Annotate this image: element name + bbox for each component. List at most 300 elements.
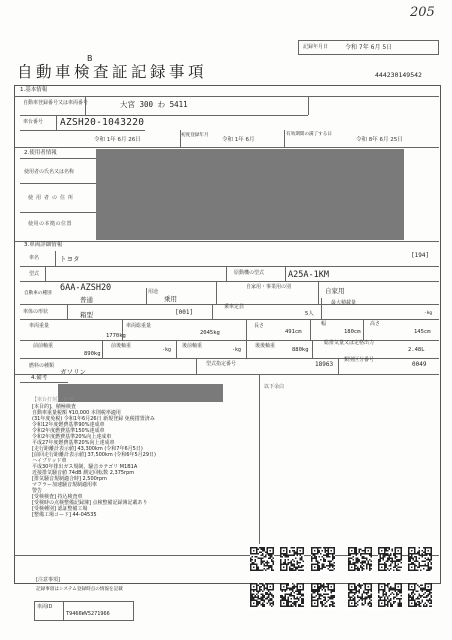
qr-module — [359, 559, 361, 561]
qr-module — [294, 601, 296, 603]
qr-module — [334, 603, 336, 605]
qr-module — [390, 555, 392, 557]
qr-module — [280, 561, 282, 563]
qr-module — [356, 586, 358, 588]
qr-module — [348, 564, 350, 566]
qr-module — [303, 594, 305, 596]
qr-module — [395, 565, 397, 567]
qr-module — [380, 564, 382, 566]
qr-module — [431, 585, 433, 587]
qr-module — [250, 588, 252, 590]
qr-module — [270, 558, 272, 560]
qr-module — [320, 586, 322, 588]
gross-weight-label: 車両総重量 — [126, 323, 152, 329]
qr-module — [348, 592, 350, 594]
qr-module — [270, 594, 272, 596]
engine-value: A25A-1KM — [288, 270, 329, 280]
qr-module — [286, 568, 288, 570]
qr-module — [357, 591, 359, 593]
qr-module — [389, 601, 391, 603]
qr-module — [389, 559, 391, 561]
qr-module — [384, 547, 386, 549]
qr-module — [369, 598, 371, 600]
qr-module — [363, 562, 365, 564]
qr-module — [286, 555, 288, 557]
qr-module — [283, 547, 285, 549]
qr-module — [265, 556, 267, 558]
fuel-label: 燃料の種類 — [29, 363, 55, 369]
qr-module — [378, 600, 380, 602]
user-base-label: 使用の本拠の位置 — [28, 221, 73, 227]
qr-module — [311, 552, 313, 554]
qr-module — [289, 595, 291, 597]
qr-module — [283, 564, 285, 566]
qr-module — [267, 589, 269, 591]
qr-module — [270, 550, 272, 552]
qr-module — [300, 550, 302, 552]
qr-module — [264, 588, 266, 590]
qr-module — [314, 564, 316, 566]
car-id-box — [34, 601, 134, 621]
qr-module — [265, 592, 267, 594]
qr-module — [316, 570, 318, 572]
qr-module — [280, 604, 282, 606]
qr-module — [283, 598, 285, 600]
qr-module — [253, 564, 255, 566]
qr-module — [301, 556, 303, 558]
qr-module — [431, 567, 433, 569]
qr-module — [395, 556, 397, 558]
qr-module — [390, 568, 392, 570]
qr-module — [354, 598, 356, 600]
qr-module — [395, 586, 397, 588]
qr-module — [354, 547, 356, 549]
qr-module — [280, 565, 282, 567]
qr-module — [285, 583, 287, 585]
qr-module — [360, 549, 362, 551]
qr-module — [396, 592, 398, 594]
qr-module — [408, 558, 410, 560]
qr-module — [378, 547, 380, 549]
qr-module — [363, 583, 365, 585]
qr-module — [423, 589, 425, 591]
qr-module — [371, 589, 373, 591]
qr-module — [268, 591, 270, 593]
qr-module — [329, 598, 331, 600]
qr-module — [362, 550, 364, 552]
qr-module — [253, 606, 255, 608]
qr-module — [368, 564, 370, 566]
qr-module — [262, 555, 264, 557]
qr-module — [369, 601, 371, 603]
qr-module — [348, 561, 350, 563]
qr-module — [332, 606, 334, 608]
qr-module — [294, 598, 296, 600]
qr-module — [395, 553, 397, 555]
qr-module — [253, 600, 255, 602]
qr-module — [311, 595, 313, 597]
qr-module — [378, 565, 380, 567]
qr-module — [363, 558, 365, 560]
qr-module — [431, 597, 433, 599]
qr-module — [252, 606, 254, 608]
qr-module — [294, 592, 296, 594]
qr-module — [389, 583, 391, 585]
qr-module — [386, 592, 388, 594]
qr-module — [408, 606, 410, 608]
qr-module — [396, 598, 398, 600]
qr-module — [271, 603, 273, 605]
qr-module — [390, 604, 392, 606]
qr-module — [422, 589, 424, 591]
qr-module — [399, 561, 401, 563]
qr-module — [294, 564, 296, 566]
qr-module — [350, 558, 352, 560]
qr-module — [258, 585, 260, 587]
qr-module — [320, 594, 322, 596]
qr-module — [417, 585, 419, 587]
qr-module — [384, 591, 386, 593]
qr-module — [253, 562, 255, 564]
qr-module — [354, 553, 356, 555]
qr-module — [317, 550, 319, 552]
qr-module — [414, 556, 416, 558]
qr-module — [313, 558, 315, 560]
qr-module — [425, 549, 427, 551]
qr-module — [320, 595, 322, 597]
qr-module — [291, 561, 293, 563]
qr-module — [317, 583, 319, 585]
qr-module — [401, 595, 403, 597]
qr-module — [368, 561, 370, 563]
qr-module — [413, 562, 415, 564]
qr-module — [283, 600, 285, 602]
qr-module — [419, 562, 421, 564]
qr-module — [285, 591, 287, 593]
qr-module — [378, 550, 380, 552]
qr-module — [362, 585, 364, 587]
maker-label: 車名 — [29, 255, 40, 261]
qr-module — [283, 567, 285, 569]
qr-module — [328, 568, 330, 570]
remark-line: [走行距離計表示値] 43,300km (令和7年6月5日) — [32, 446, 143, 452]
qr-module — [256, 589, 258, 591]
qr-module — [369, 603, 371, 605]
qr-module — [356, 588, 358, 590]
qr-module — [371, 588, 373, 590]
qr-module — [280, 586, 282, 588]
qr-module — [320, 547, 322, 549]
qr-module — [311, 585, 313, 587]
qr-module — [286, 589, 288, 591]
qr-module — [378, 597, 380, 599]
qr-module — [252, 589, 254, 591]
qr-module — [252, 547, 254, 549]
qr-module — [386, 567, 388, 569]
qr-module — [395, 589, 397, 591]
qr-module — [366, 565, 368, 567]
qr-module — [384, 555, 386, 557]
qr-module — [366, 564, 368, 566]
qr-module — [401, 562, 403, 564]
qr-module — [384, 603, 386, 605]
qr-module — [253, 586, 255, 588]
qr-module — [316, 591, 318, 593]
qr-module — [283, 553, 285, 555]
qr-module — [259, 598, 261, 600]
qr-module — [280, 562, 282, 564]
qr-module — [328, 553, 330, 555]
qr-module — [392, 559, 394, 561]
qr-module — [328, 547, 330, 549]
qr-module — [256, 564, 258, 566]
qr-module — [353, 547, 355, 549]
qr-code-5-icon — [378, 544, 402, 574]
qr-module — [271, 559, 273, 561]
qr-module — [334, 552, 336, 554]
qr-module — [328, 586, 330, 588]
qr-module — [401, 588, 403, 590]
qr-module — [258, 598, 260, 600]
remark-line: (31年度免税) 令和1年6月26日 新規登録 免税措置済み — [32, 416, 155, 422]
qr-module — [366, 598, 368, 600]
qr-module — [426, 565, 428, 567]
qr-module — [423, 552, 425, 554]
qr-module — [356, 559, 358, 561]
qr-module — [371, 561, 373, 563]
qr-module — [398, 564, 400, 566]
qr-module — [419, 558, 421, 560]
qr-module — [428, 591, 430, 593]
qr-module — [291, 547, 293, 549]
qr-module — [356, 591, 358, 593]
qr-module — [422, 591, 424, 593]
qr-module — [255, 547, 257, 549]
qr-module — [286, 601, 288, 603]
qr-module — [253, 603, 255, 605]
qr-module — [298, 589, 300, 591]
qr-module — [301, 553, 303, 555]
qr-module — [380, 597, 382, 599]
qr-module — [319, 588, 321, 590]
qr-module — [314, 567, 316, 569]
qr-module — [332, 595, 334, 597]
qr-module — [268, 594, 270, 596]
qr-module — [386, 553, 388, 555]
qr-module — [381, 603, 383, 605]
qr-module — [261, 552, 263, 554]
qr-module — [357, 585, 359, 587]
qr-module — [271, 568, 273, 570]
qr-module — [414, 561, 416, 563]
qr-module — [401, 558, 403, 560]
qr-module — [384, 594, 386, 596]
qr-module — [429, 583, 431, 585]
qr-module — [429, 606, 431, 608]
type-approval-label: 型式指定番号 — [206, 361, 237, 367]
qr-module — [298, 592, 300, 594]
qr-module — [387, 583, 389, 585]
qr-code-10-icon — [348, 580, 372, 610]
qr-module — [348, 583, 350, 585]
qr-module — [301, 547, 303, 549]
qr-module — [323, 564, 325, 566]
qr-module — [365, 558, 367, 560]
qr-module — [399, 601, 401, 603]
qr-module — [292, 591, 294, 593]
qr-module — [297, 597, 299, 599]
qr-module — [255, 561, 257, 563]
qr-module — [371, 606, 373, 608]
qr-module — [363, 556, 365, 558]
qr-module — [295, 586, 297, 588]
qr-module — [297, 550, 299, 552]
kind-label: 自動車の種別 — [24, 291, 52, 296]
qr-module — [387, 559, 389, 561]
qr-module — [431, 603, 433, 605]
qr-module — [300, 594, 302, 596]
qr-module — [317, 598, 319, 600]
qr-module — [410, 600, 412, 602]
qr-module — [362, 562, 364, 564]
qr-module — [428, 594, 430, 596]
remark-line: [受検検査] 持込検査車 — [32, 494, 83, 500]
qr-module — [280, 570, 282, 572]
remark-line: 令和2年度燃費基準150%達成車 — [32, 428, 105, 434]
qr-module — [286, 556, 288, 558]
qr-module — [380, 558, 382, 560]
qr-module — [325, 589, 327, 591]
qr-module — [416, 591, 418, 593]
qr-module — [366, 559, 368, 561]
qr-module — [351, 567, 353, 569]
qr-module — [253, 550, 255, 552]
qr-module — [393, 601, 395, 603]
qr-module — [414, 567, 416, 569]
qr-module — [334, 562, 336, 564]
user-name-label: 使用者の氏名又は名称 — [24, 169, 75, 175]
qr-module — [267, 594, 269, 596]
qr-module — [265, 594, 267, 596]
max-load-label: 最大積載量 — [331, 300, 357, 306]
qr-module — [351, 553, 353, 555]
qr-module — [351, 547, 353, 549]
qr-module — [261, 594, 263, 596]
qr-module — [351, 591, 353, 593]
qr-module — [256, 597, 258, 599]
qr-module — [250, 552, 252, 554]
qr-module — [389, 600, 391, 602]
qr-module — [423, 561, 425, 563]
qr-module — [387, 598, 389, 600]
qr-module — [255, 583, 257, 585]
qr-module — [300, 562, 302, 564]
width-label: 幅 — [321, 321, 327, 327]
qr-module — [289, 589, 291, 591]
qr-module — [300, 591, 302, 593]
qr-module — [253, 570, 255, 572]
qr-module — [411, 556, 413, 558]
qr-module — [300, 606, 302, 608]
qr-module — [381, 589, 383, 591]
qr-module — [401, 604, 403, 606]
qr-module — [291, 564, 293, 566]
qr-module — [423, 568, 425, 570]
qr-module — [256, 549, 258, 551]
qr-module — [258, 549, 260, 551]
qr-module — [283, 606, 285, 608]
qr-module — [425, 606, 427, 608]
qr-module — [369, 559, 371, 561]
qr-module — [311, 603, 313, 605]
qr-module — [285, 597, 287, 599]
record-date-label: 記録年月日 — [303, 44, 329, 50]
qr-module — [297, 588, 299, 590]
qr-module — [357, 568, 359, 570]
qr-module — [419, 594, 421, 596]
qr-module — [270, 589, 272, 591]
qr-module — [323, 547, 325, 549]
qr-module — [280, 600, 282, 602]
qr-module — [390, 589, 392, 591]
qr-module — [429, 555, 431, 557]
qr-module — [323, 604, 325, 606]
qr-module — [371, 600, 373, 602]
qr-module — [311, 547, 313, 549]
qr-module — [331, 561, 333, 563]
qr-module — [258, 591, 260, 593]
qr-module — [325, 555, 327, 557]
qr-module — [423, 597, 425, 599]
qr-module — [332, 559, 334, 561]
qr-module — [398, 598, 400, 600]
qr-module — [420, 555, 422, 557]
qr-module — [348, 586, 350, 588]
qr-module — [389, 591, 391, 593]
qr-module — [395, 552, 397, 554]
qr-module — [256, 591, 258, 593]
qr-module — [399, 604, 401, 606]
qr-module — [334, 556, 336, 558]
qr-module — [323, 558, 325, 560]
qr-module — [387, 601, 389, 603]
qr-module — [353, 598, 355, 600]
qr-module — [317, 601, 319, 603]
qr-module — [386, 595, 388, 597]
qr-module — [325, 559, 327, 561]
qr-module — [387, 550, 389, 552]
qr-module — [413, 547, 415, 549]
qr-module — [262, 591, 264, 593]
qr-module — [265, 598, 267, 600]
qr-module — [282, 570, 284, 572]
qr-module — [295, 603, 297, 605]
qr-module — [410, 589, 412, 591]
qr-module — [399, 583, 401, 585]
qr-module — [285, 594, 287, 596]
qr-module — [422, 601, 424, 603]
qr-module — [303, 595, 305, 597]
qr-module — [328, 597, 330, 599]
qr-module — [292, 589, 294, 591]
qr-module — [259, 586, 261, 588]
qr-module — [255, 556, 257, 558]
qr-module — [348, 601, 350, 603]
qr-module — [303, 583, 305, 585]
qr-module — [264, 586, 266, 588]
qr-module — [393, 561, 395, 563]
record-date-value: 令和 7年 6月 5日 — [345, 44, 393, 51]
